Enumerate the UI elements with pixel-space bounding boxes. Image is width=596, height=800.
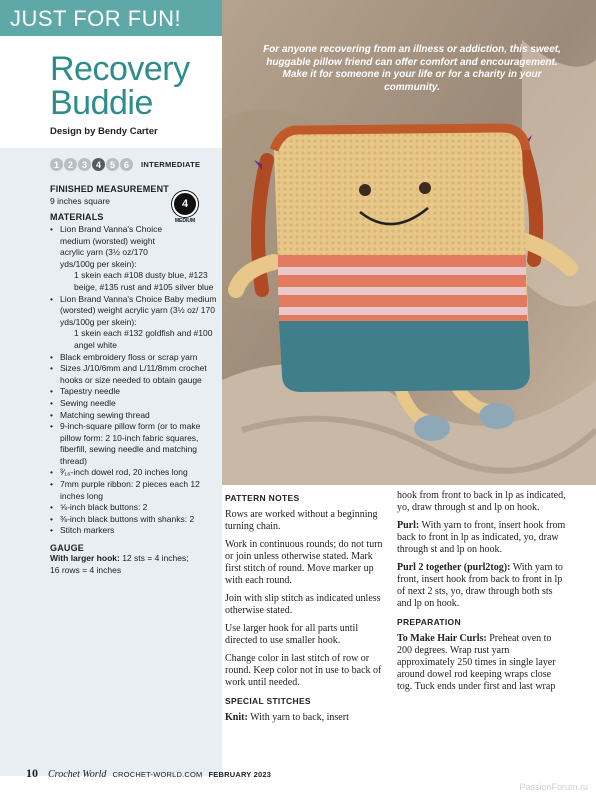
material-item: • ⅝-inch black buttons: 2: [50, 502, 218, 514]
material-item: • ⅜-inch black buttons with shanks: 2: [50, 514, 218, 526]
material-item: • ³⁄₁₆-inch dowel rod, 20 inches long: [50, 467, 218, 479]
skill-level-label: INTERMEDIATE: [141, 160, 201, 169]
special-stitches-heading: SPECIAL STITCHES: [225, 696, 311, 706]
knit-stitch-continued: hook from front to back in lp as indicated, yo, draw through st and lp on hook.: [397, 490, 566, 513]
purl-text: With yarn to front, insert hook from back to front in lp as indicated, yo, draw through st and lp on hook.: [397, 520, 566, 555]
pattern-note: Use larger hook for all parts until directed to use smaller hook.: [225, 623, 359, 646]
preparation-text: [397, 633, 567, 693]
skill-level-4: 4: [92, 158, 105, 171]
knit-label: Knit:: [225, 712, 248, 723]
page-footer: [26, 766, 271, 781]
gauge-label: With larger hook:: [50, 553, 120, 564]
pattern-note: Work in continuous rounds; do not turn or join unless otherwise stated. Mark first stitch of round. Move marker up with each round.: [225, 539, 383, 586]
material-item: • Tapestry needle: [50, 386, 218, 398]
pattern-notes-heading: PATTERN NOTES: [225, 493, 300, 503]
preparation-body: Preheat oven to 200 degrees. Wrap rust yarn approximately 250 times in single layer around dowel rod keeping wraps close tog. Tuck ends under first and last wrap: [397, 633, 556, 692]
material-subitem: 1 skein each #132 goldfish and #100 angel white: [74, 328, 213, 350]
gauge-value: 12 sts = 4 inches; 16 rows = 4 inches: [50, 553, 189, 575]
skill-level-3: 3: [78, 158, 91, 171]
purl2tog-stitch: [397, 562, 567, 610]
section-band-label: JUST FOR FUN!: [10, 6, 182, 31]
page-title-line2: Buddie: [50, 84, 153, 122]
material-item: • Black embroidery floss or scrap yarn: [50, 352, 218, 364]
gauge-heading: GAUGE: [50, 543, 85, 554]
purl-stitch: [397, 520, 567, 556]
finished-value: 9 inches square: [50, 196, 111, 206]
preparation-heading: PREPARATION: [397, 617, 461, 627]
page-number: 10: [26, 766, 38, 780]
magazine-name: Crochet World: [48, 769, 107, 780]
material-item: • Sizes J/10/6mm and L/11/8mm crochet hooks or size needed to obtain gauge: [50, 363, 218, 386]
watermark: PassionForum.ru: [519, 782, 588, 792]
designer-byline: Design by Bendy Carter: [50, 126, 158, 137]
purl2tog-text: With yarn to front, insert hook from back to front in lp of next 2 sts, yo, draw through both sts and lp on hook.: [397, 562, 563, 609]
issue-date: FEBRUARY 2023: [208, 770, 272, 779]
material-item: • Lion Brand Vanna's Choice medium (worsted) weight acrylic yarn (3½ oz/170 yds/100g per skein):: [50, 224, 170, 270]
material-subitem: 1 skein each #108 dusty blue, #123 beige, #135 rust and #105 silver blue: [74, 270, 214, 292]
materials-list: [50, 224, 218, 576]
knit-stitch: [225, 712, 385, 724]
pattern-column-2: [397, 490, 567, 699]
skill-level: [50, 158, 200, 171]
material-item: • Stitch markers: [50, 525, 218, 537]
material-item: • 9-inch-square pillow form (or to make pillow form: 2 10-inch fabric squares, fiberfill, sewing needle and matching thread): [50, 421, 218, 467]
purl-label: Purl:: [397, 520, 420, 531]
material-item: • Matching sewing thread: [50, 410, 218, 422]
finished-heading: FINISHED MEASUREMENT: [50, 184, 170, 194]
material-item: • Sewing needle: [50, 398, 218, 410]
materials-heading: MATERIALS: [50, 212, 104, 222]
knit-text: With yarn to back, insert: [250, 712, 349, 723]
yarn-weight-icon: [172, 191, 198, 225]
magazine-website: CROCHET-WORLD.COM: [112, 770, 203, 779]
preparation-label: To Make Hair Curls:: [397, 633, 487, 644]
yarn-weight-number: 4: [172, 191, 198, 217]
skill-level-5: 5: [106, 158, 119, 171]
photo-caption: For anyone recovering from an illness or addiction, this sweet, huggable pillow friend can offer comfort and encouragement. Make it for someone in your life or for a charity in your community.: [263, 44, 561, 93]
pattern-note: Rows are worked without a beginning turning chain.: [225, 509, 378, 532]
material-item: • Lion Brand Vanna's Choice Baby medium (worsted) weight acrylic yarn (3½ oz/ 170 yds/100g per skein):: [50, 294, 218, 329]
section-band: [0, 0, 222, 36]
yarn-weight-label: MEDIUM: [174, 218, 196, 224]
purl2tog-label: Purl 2 together (purl2tog):: [397, 562, 511, 573]
pattern-note: Change color in last stitch of row or round. Keep color not in use to back of work until needed.: [225, 653, 382, 688]
skill-level-6: 6: [120, 158, 133, 171]
pattern-note: Join with slip stitch as indicated unless otherwise stated.: [225, 593, 381, 616]
skill-level-2: 2: [64, 158, 77, 171]
gauge-text: [50, 553, 200, 576]
pattern-column-1: [225, 490, 385, 730]
material-item: • 7mm purple ribbon: 2 pieces each 12 inches long: [50, 479, 218, 502]
skill-level-1: 1: [50, 158, 63, 171]
page-title-line1: Recovery: [50, 50, 190, 88]
